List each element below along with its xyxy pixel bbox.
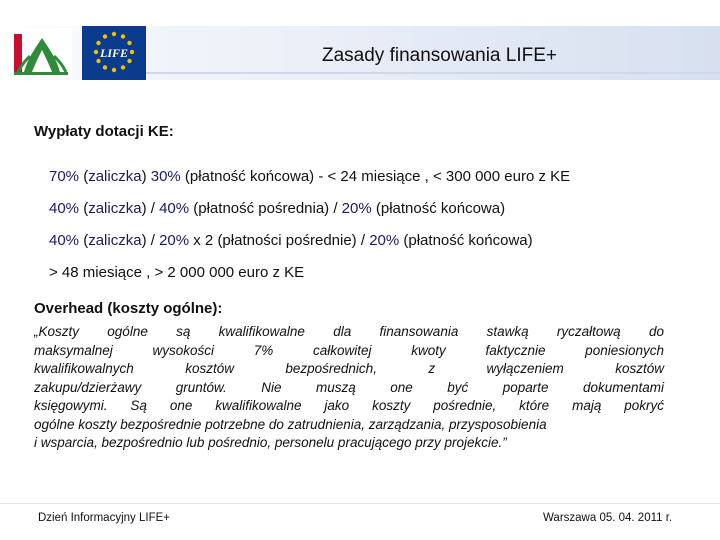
payments-heading: Wypłaty dotacji KE: bbox=[34, 123, 174, 140]
quote-line: maksymalnej wysokości 7% całkowitej kwoty faktycznie poniesionych bbox=[34, 342, 664, 358]
quote-line: i wsparcia, bezpośrednio lub pośrednio, personelu pracującego przy projekcie.” bbox=[34, 435, 507, 450]
text: (płatność pośrednia) / bbox=[189, 200, 342, 217]
text: ( bbox=[79, 168, 89, 185]
advance-label: zaliczka bbox=[88, 200, 142, 217]
text: ) / bbox=[141, 232, 160, 249]
text: x 2 (płatności pośrednie) / bbox=[189, 232, 370, 249]
footer-date: Warszawa 05. 04. 2011 r. bbox=[543, 512, 673, 524]
advance-label: zaliczka bbox=[88, 168, 142, 185]
overhead-quote bbox=[34, 323, 664, 453]
overhead-heading: Overhead (koszty ogólne): bbox=[34, 300, 223, 317]
percentage: 30% bbox=[150, 168, 181, 185]
eu-life-logo-icon bbox=[82, 26, 146, 80]
text: ) bbox=[141, 168, 151, 185]
footer-divider bbox=[0, 503, 720, 504]
text: ) / bbox=[141, 200, 160, 217]
text: (płatność końcowa) bbox=[371, 200, 506, 217]
header-divider bbox=[140, 72, 720, 74]
payment-option-4: > 48 miesiące , > 2 000 000 euro z KE bbox=[49, 264, 305, 281]
quote-line: kwalifikowalnych kosztów bezpośrednich, z wyłączeniem kosztów bbox=[34, 361, 664, 376]
percentage: 20% bbox=[369, 232, 400, 249]
quote-line: księgowymi. Są one kwalifikowalne jako koszty pośrednie, które mają pokryć bbox=[34, 398, 664, 413]
percentage: 20% bbox=[341, 200, 372, 217]
percentage: 40% bbox=[49, 200, 80, 217]
quote-line: „Koszty ogólne są kwalifikowalne dla finansowania stawką ryczałtową do bbox=[34, 324, 664, 339]
footer-event-name: Dzień Informacyjny LIFE+ bbox=[38, 512, 170, 524]
percentage: 70% bbox=[49, 168, 80, 185]
eu-life-logo-text: LIFE bbox=[99, 46, 129, 60]
fund-logo-icon bbox=[8, 28, 72, 78]
payment-option-1 bbox=[49, 168, 570, 185]
payment-option-3 bbox=[49, 232, 533, 249]
percentage: 40% bbox=[159, 200, 190, 217]
text: ( bbox=[79, 232, 89, 249]
payment-option-2 bbox=[49, 200, 505, 217]
text: ( bbox=[79, 200, 89, 217]
percentage: 20% bbox=[159, 232, 190, 249]
quote-line: ogólne koszty bezpośrednie potrzebne do zatrudnienia, zarządzania, przysposobienia bbox=[34, 416, 547, 432]
text: (płatność końcowa) bbox=[399, 232, 533, 249]
percentage: 40% bbox=[49, 232, 80, 249]
top-band bbox=[0, 0, 720, 26]
page-title: Zasady finansowania LIFE+ bbox=[322, 45, 557, 66]
advance-label: zaliczka bbox=[88, 232, 142, 249]
quote-line: zakupu/dzierżawy gruntów. Nie muszą one być poparte dokumentami bbox=[34, 379, 664, 395]
text: (płatność końcowa) - < 24 miesiące , < 300 000 euro z KE bbox=[180, 168, 571, 185]
